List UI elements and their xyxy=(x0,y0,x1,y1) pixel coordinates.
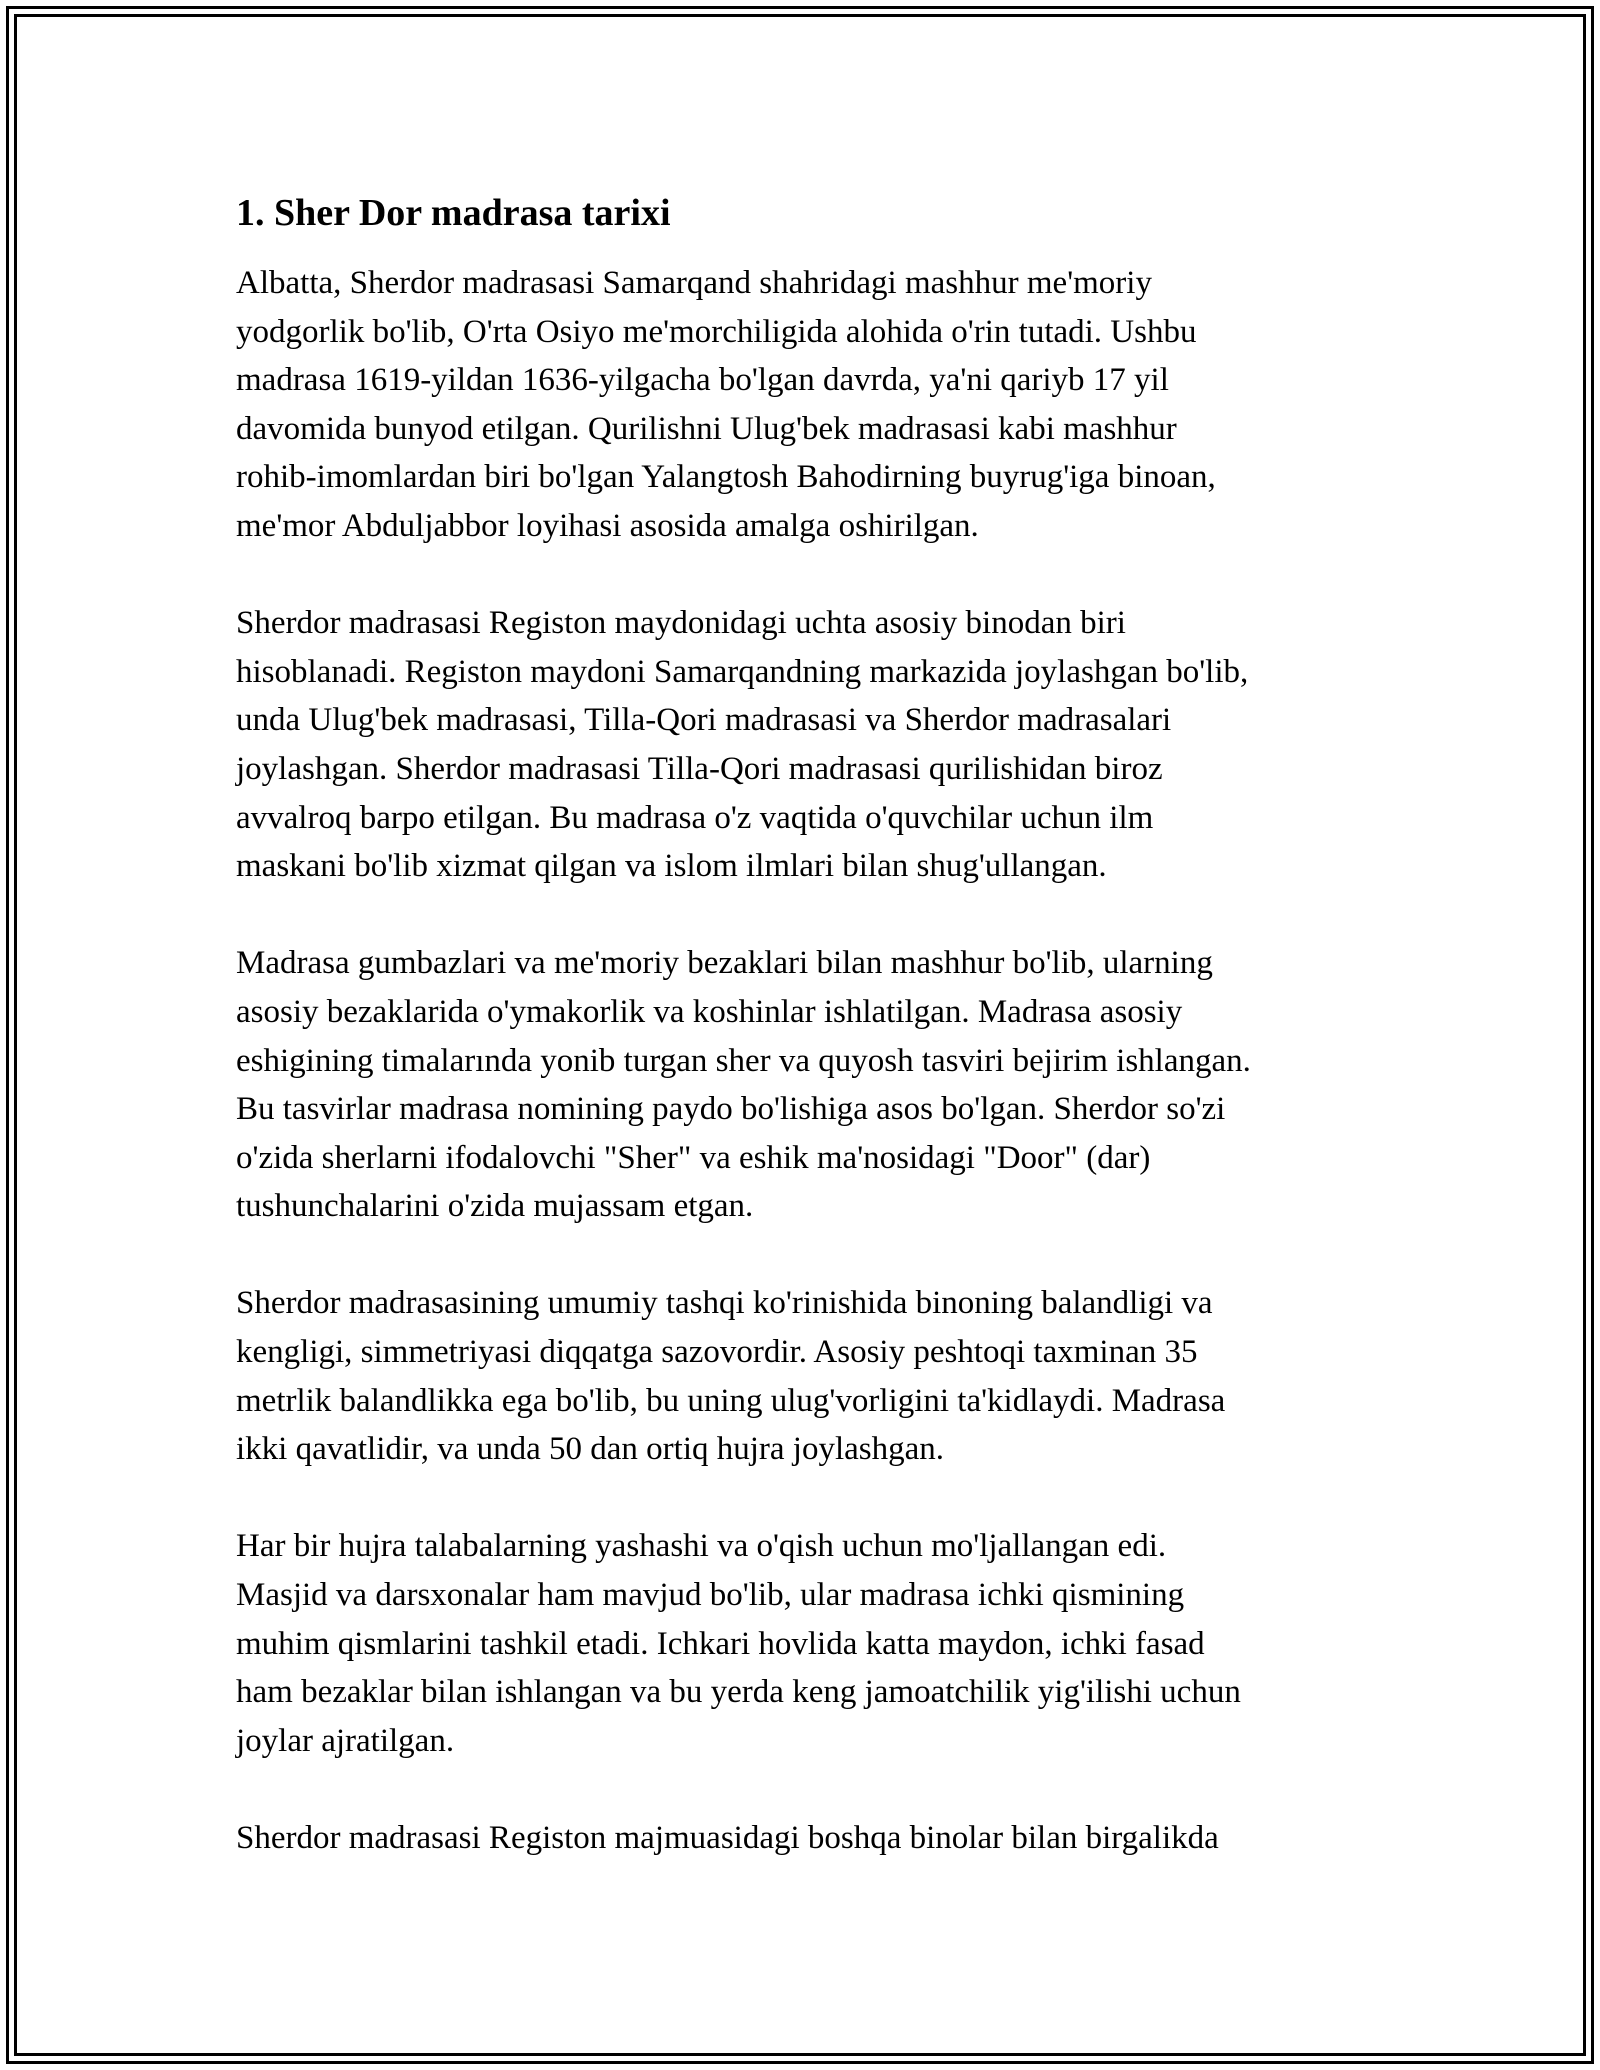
text-line: muhim qismlarini tashkil etadi. Ichkari hovlida katta maydon, ichki fasad xyxy=(236,1625,1205,1662)
paragraph-list xyxy=(236,259,1386,1863)
text-line: ham bezaklar bilan ishlangan va bu yerda keng jamoatchilik yig'ilishi uchun xyxy=(236,1674,1241,1711)
text-line: asosiy bezaklarida o'ymakorlik va koshinlar ishlatilgan. Madrasa asosiy xyxy=(236,993,1183,1030)
text-line: Bu tasvirlar madrasa nomining paydo bo'lishiga asos bo'lgan. Sherdor so'zi xyxy=(236,1091,1226,1128)
text-line: Sherdor madrasasi Registon majmuasidagi boshqa binolar bilan birgalikda xyxy=(236,1820,1219,1856)
text-line: joylashgan. Sherdor madrasasi Tilla-Qori madrasasi qurilishidan biroz xyxy=(236,750,1163,787)
text-line: tushunchalarini o'zida mujassam etgan. xyxy=(236,1188,754,1225)
text-line: Sherdor madrasasining umumiy tashqi ko'rinishida binoning balandligi va xyxy=(236,1285,1213,1322)
text-line: Sherdor madrasasi Registon maydonidagi uchta asosiy binodan biri xyxy=(236,605,1126,642)
text-line: Albatta, Sherdor madrasasi Samarqand shahridagi mashhur me'moriy xyxy=(236,265,1152,301)
text-line: unda Ulug'bek madrasasi, Tilla-Qori madrasasi va Sherdor madrasalari xyxy=(236,702,1172,739)
document-body xyxy=(236,188,1386,1911)
paragraph xyxy=(236,1279,1386,1473)
text-line: davomida bunyod etilgan. Qurilishni Ulug'bek madrasasi kabi mashhur xyxy=(236,410,1177,447)
text-line: me'mor Abduljabbor loyihasi asosida amalga oshirilgan. xyxy=(236,507,979,544)
paragraph xyxy=(236,259,1386,551)
text-line: hisoblanadi. Registon maydoni Samarqandning markazida joylashgan bo'lib, xyxy=(236,653,1249,690)
text-line: avvalroq barpo etilgan. Bu madrasa o'z vaqtida o'quvchilar uchun ilm xyxy=(236,799,1154,836)
text-line: Masjid va darsxonalar ham mavjud bo'lib, ular madrasa ichki qismining xyxy=(236,1577,1185,1614)
paragraph xyxy=(236,1814,1386,1863)
text-line: o'zida sherlarni ifodalovchi "Sher" va eshik ma'nosidagi "Door" (dar) xyxy=(236,1139,1151,1176)
paragraph xyxy=(236,599,1386,891)
text-line: yodgorlik bo'lib, O'rta Osiyo me'morchiligida alohida o'rin tutadi. Ushbu xyxy=(236,313,1197,350)
text-line: madrasa 1619-yildan 1636-yilgacha bo'lgan davrda, ya'ni qariyb 17 yil xyxy=(236,362,1169,399)
text-line: Har bir hujra talabalarning yashashi va o'qish uchun mo'ljallangan edi. xyxy=(236,1528,1167,1565)
page-title: 1. Sher Dor madrasa tarixi xyxy=(236,192,671,234)
paragraph xyxy=(236,939,1386,1231)
text-line: eshigining timalarında yonib turgan sher va quyosh tasviri bejirim ishlangan. xyxy=(236,1042,1251,1079)
paragraph xyxy=(236,1522,1386,1765)
text-line: metrlik balandlikka ega bo'lib, bu uning ulug'vorligini ta'kidlaydi. Madrasa xyxy=(236,1382,1226,1419)
text-line: kengligi, simmetriyasi diqqatga sazovordir. Asosiy peshtoqi taxminan 35 xyxy=(236,1334,1198,1371)
text-line: maskani bo'lib xizmat qilgan va islom ilmlari bilan shug'ullangan. xyxy=(236,848,1107,885)
text-line: rohib-imomlardan biri bo'lgan Yalangtosh Bahodirning buyrug'iga binoan, xyxy=(236,459,1216,496)
text-line: Madrasa gumbazlari va me'moriy bezaklari bilan mashhur bo'lib, ularning xyxy=(236,945,1213,982)
text-line: joylar ajratilgan. xyxy=(236,1722,455,1759)
text-line: ikki qavatlidir, va unda 50 dan ortiq hujra joylashgan. xyxy=(236,1431,945,1468)
